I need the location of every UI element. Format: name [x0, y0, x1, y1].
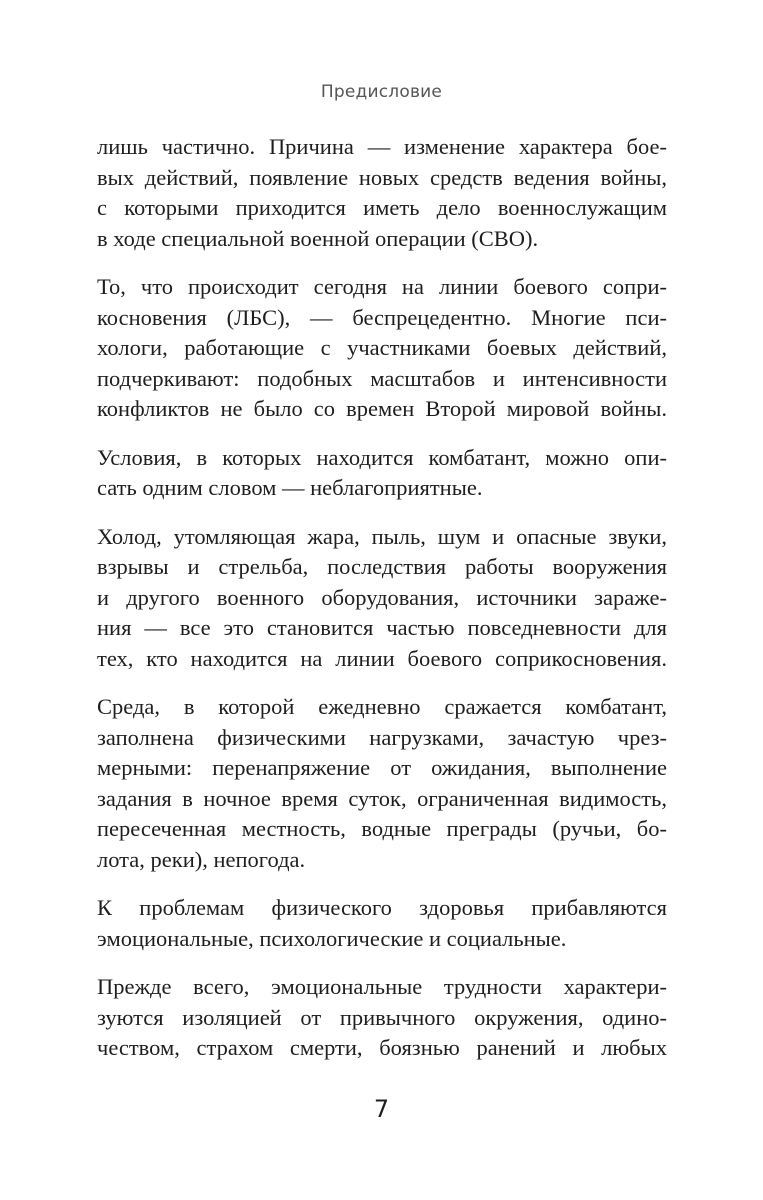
paragraph-1 [97, 132, 667, 254]
text-line: и другого военного оборудования, источники зараже- [97, 584, 667, 610]
text-line: зуются изоляцией от привычного окружения, одино- [97, 1004, 667, 1030]
text-line: лишь частично. Причина — изменение характера бое- [97, 134, 667, 159]
paragraph-4 [97, 522, 667, 675]
text-line: заполнена физическими нагрузками, зачастую чрез- [97, 724, 667, 750]
text-line: Условия, в которых находится комбатант, можно опи- [97, 444, 667, 470]
text-line: Прежде всего, эмоциональные трудности характери- [97, 974, 667, 999]
text-line: пересеченная местность, водные преграды (ручьи, бо- [97, 816, 667, 841]
paragraph-3 [97, 443, 667, 504]
text-line: К проблемам физического здоровья прибавляются [97, 895, 667, 920]
text-line: То, что происходит сегодня на линии боевого сопри- [97, 274, 667, 299]
text-line: конфликтов не было со времен Второй мировой войны. [97, 396, 667, 421]
body-text [97, 132, 667, 1082]
text-line: Среда, в которой ежедневно сражается комбатант, [97, 694, 667, 719]
paragraph-2 [97, 272, 667, 425]
text-line: ния — все это становится частью повседневности для [97, 615, 667, 640]
text-line: чеством, страхом смерти, боязнью ранений и любых [97, 1035, 667, 1060]
text-line: хологи, работающие с участниками боевых действий, [97, 335, 667, 360]
text-line: сать одним словом — неблагоприятные. [97, 475, 483, 500]
paragraph-6 [97, 893, 667, 954]
text-line: в ходе специальной военной операции (СВО). [97, 225, 539, 251]
text-line: подчеркивают: подобных масштабов и интенсивности [97, 365, 667, 391]
running-head: Предисловие [320, 82, 443, 102]
text-line: с которыми приходится иметь дело военнослужащим [97, 195, 667, 220]
page-number: 7 [373, 1095, 390, 1123]
text-line: косновения (ЛБС), — беспрецедентно. Многие пси- [97, 304, 667, 330]
text-line: Холод, утомляющая жара, пыль, шум и опасные звуки, [97, 523, 667, 549]
text-line: эмоциональные, психологические и социальные. [97, 925, 567, 951]
text-line: тех, кто находится на линии боевого соприкосновения. [97, 645, 667, 671]
text-line: вых действий, появление новых средств ведения войны, [97, 164, 667, 190]
text-line: взрывы и стрельба, последствия работы вооружения [97, 554, 667, 579]
paragraph-7 [97, 972, 667, 1064]
text-line: задания в ночное время суток, ограниченная видимость, [97, 785, 667, 811]
paragraph-5 [97, 692, 667, 875]
text-line: лота, реки), непогода. [97, 846, 306, 872]
text-line: мерными: перенапряжение от ожидания, выполнение [97, 755, 667, 780]
